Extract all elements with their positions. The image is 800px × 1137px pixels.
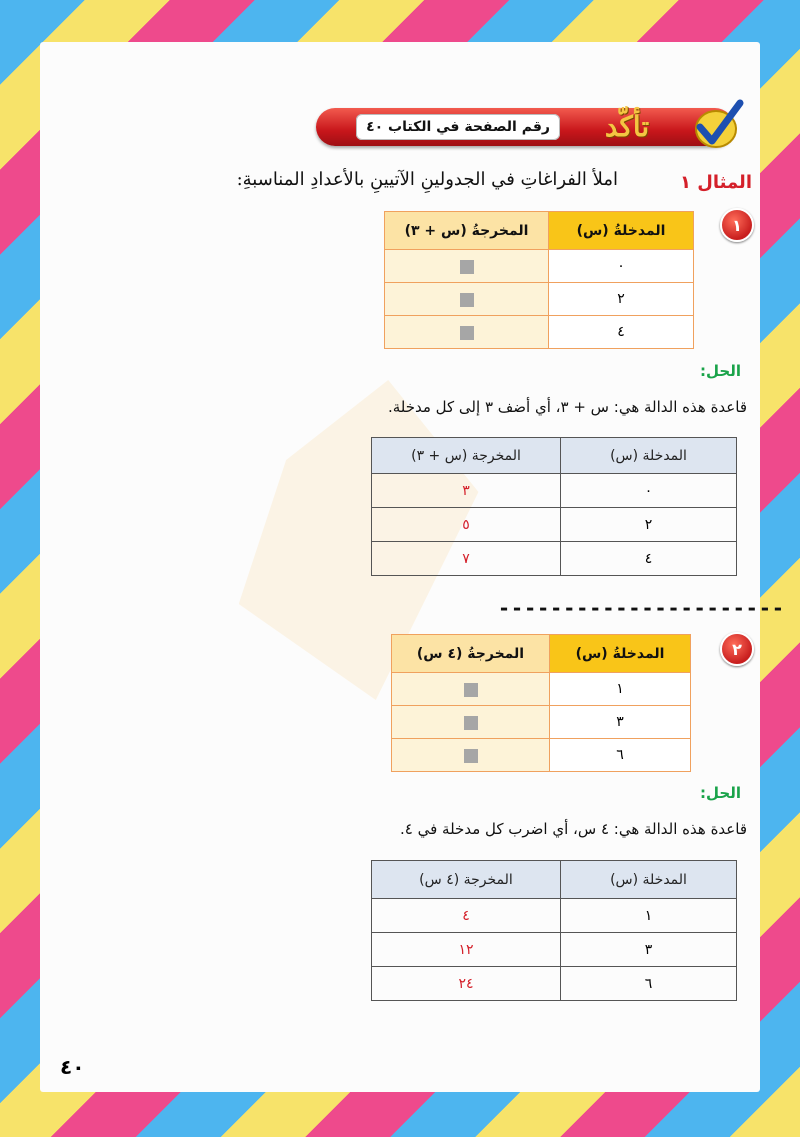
blank-square-icon bbox=[460, 260, 474, 274]
rule-text: قاعدة هذه الدالة هي: س + ٣، أي أضف ٣ إلى كل مدخلة. bbox=[387, 398, 747, 416]
answer-cell: ٤ bbox=[372, 899, 561, 933]
input-cell: ١ bbox=[561, 899, 737, 933]
input-cell: ٢ bbox=[561, 508, 737, 542]
blank-square-icon bbox=[464, 716, 478, 730]
column-header-input: المدخلة (س) bbox=[561, 861, 737, 899]
book-page-label: رقم الصفحة في الكتاب ٤٠ bbox=[356, 114, 560, 140]
input-cell: ٢ bbox=[549, 283, 694, 316]
blank-answer-cell[interactable] bbox=[392, 673, 550, 706]
column-header-output: المخرجةُ (٤ س) bbox=[392, 635, 550, 673]
input-cell: ٦ bbox=[550, 739, 691, 772]
answer-cell: ٢٤ bbox=[372, 967, 561, 1001]
answer-cell: ٣ bbox=[372, 474, 561, 508]
solution-label: الحل: bbox=[700, 784, 741, 802]
answer-cell: ٥ bbox=[372, 508, 561, 542]
problem-number-badge: ٢ bbox=[720, 632, 754, 666]
answer-cell: ١٢ bbox=[372, 933, 561, 967]
blank-square-icon bbox=[464, 749, 478, 763]
input-cell: ٤ bbox=[561, 542, 737, 576]
problem2-table bbox=[391, 634, 691, 772]
column-header-output: المخرجةُ (س + ٣) bbox=[385, 212, 549, 250]
checkmark-icon bbox=[690, 97, 745, 152]
problem-number-badge: ١ bbox=[720, 208, 754, 242]
column-header-input: المدخلةُ (س) bbox=[550, 635, 691, 673]
input-cell: ٣ bbox=[561, 933, 737, 967]
input-cell: ٦ bbox=[561, 967, 737, 1001]
banner-title: تأكّد bbox=[604, 109, 650, 143]
column-header-input: المدخلة (س) bbox=[561, 438, 737, 474]
blank-square-icon bbox=[464, 683, 478, 697]
input-cell: ٠ bbox=[549, 250, 694, 283]
column-header-input: المدخلةُ (س) bbox=[549, 212, 694, 250]
blank-square-icon bbox=[460, 293, 474, 307]
input-cell: ٠ bbox=[561, 474, 737, 508]
section-separator: ---------------------- bbox=[498, 596, 785, 620]
input-cell: ١ bbox=[550, 673, 691, 706]
problem1-table bbox=[384, 211, 694, 349]
blank-square-icon bbox=[460, 326, 474, 340]
blank-answer-cell[interactable] bbox=[385, 283, 549, 316]
answer-cell: ٧ bbox=[372, 542, 561, 576]
instruction-text: املأ الفراغاتِ في الجدولينِ الآتيينِ بالأعدادِ المناسبةِ: bbox=[236, 169, 618, 190]
solution2-table bbox=[371, 860, 737, 1001]
blank-answer-cell[interactable] bbox=[385, 250, 549, 283]
example-label: المثال ١ bbox=[680, 172, 752, 193]
blank-answer-cell[interactable] bbox=[392, 706, 550, 739]
input-cell: ٤ bbox=[549, 316, 694, 349]
column-header-output: المخرجة (٤ س) bbox=[372, 861, 561, 899]
blank-answer-cell[interactable] bbox=[385, 316, 549, 349]
rule-text: قاعدة هذه الدالة هي: ٤ س، أي اضرب كل مدخلة في ٤. bbox=[399, 820, 747, 838]
column-header-output: المخرجة (س + ٣) bbox=[372, 438, 561, 474]
solution-label: الحل: bbox=[700, 362, 741, 380]
input-cell: ٣ bbox=[550, 706, 691, 739]
blank-answer-cell[interactable] bbox=[392, 739, 550, 772]
page-number: ٤٠ bbox=[60, 1055, 85, 1079]
solution1-table bbox=[371, 437, 737, 576]
